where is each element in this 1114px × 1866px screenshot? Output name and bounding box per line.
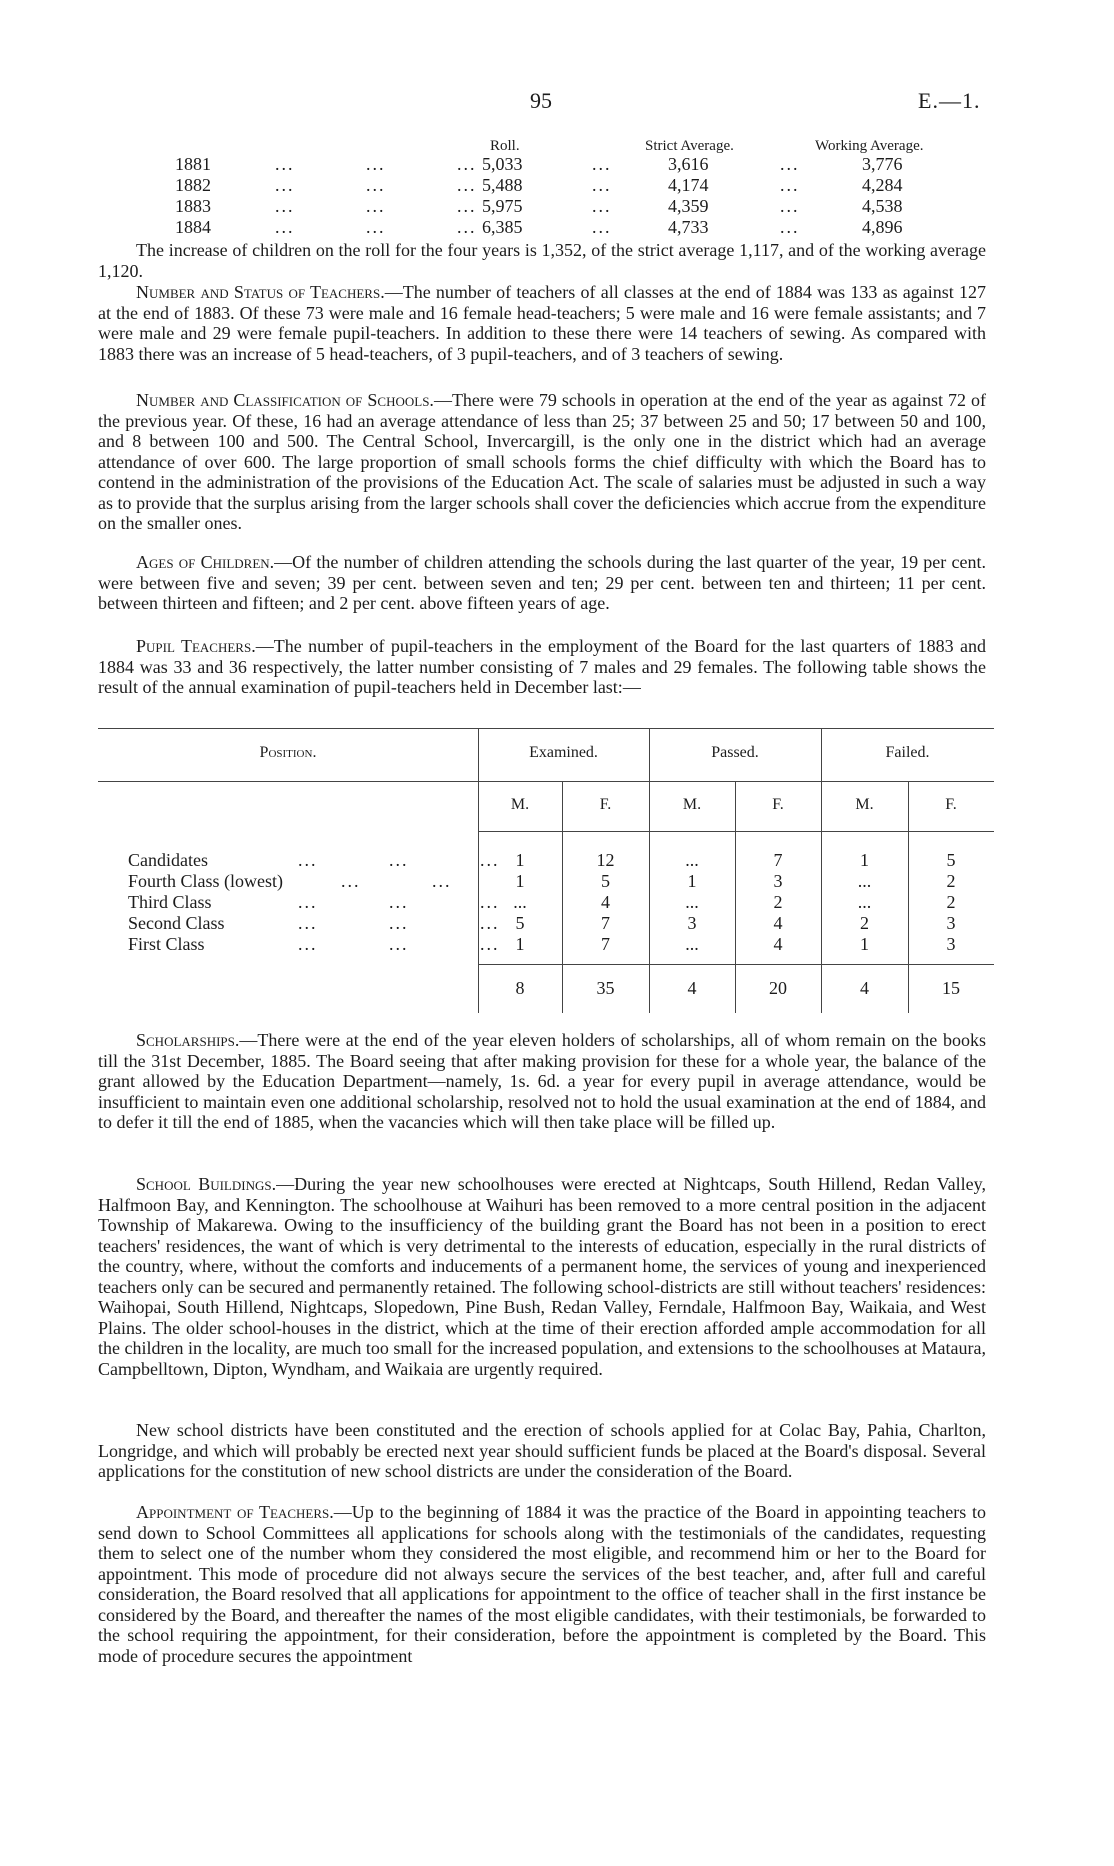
rule xyxy=(98,728,994,729)
section-heading: Scholarships. xyxy=(136,1030,240,1050)
leader: ... ... ... xyxy=(275,175,477,195)
col-working-average: Working Average. xyxy=(815,138,924,154)
roll: 5,033 xyxy=(482,154,523,174)
leader: ... xyxy=(592,217,612,237)
working-average: 4,538 xyxy=(862,196,903,216)
header-f: F. xyxy=(945,796,957,813)
year: 1882 xyxy=(175,175,211,195)
paragraph-schools: Number and Classification of Schools.—There were 79 schools in operation at the end of the year as against 72 of the previous year. Of these, 16 had an average attendance of less than 25; 37 between 25 and 50; 17 between 50 and 100, and 8 between 100 and 500. The Central School, Invercargill, is the only one in the district which had an average attendance of over 600. The large proportion of small schools forms the chief difficulty with which the Board has to contend in the administration of the provisions of the Education Act. The scale of salaries must be adjusted in such a way as to provide that the surplus arising from the larger schools shall cover the deficiencies which accrue from the expenditure on the smaller ones. xyxy=(98,390,986,533)
leader: ... xyxy=(780,196,800,216)
header-m: M. xyxy=(682,796,702,813)
year: 1881 xyxy=(175,154,211,174)
header-passed: Passed. xyxy=(711,744,759,761)
header-m: M. xyxy=(855,796,874,813)
rule xyxy=(478,964,994,965)
header-m: M. xyxy=(510,796,530,813)
header-position: Position. xyxy=(259,744,317,761)
leader: ... xyxy=(592,196,612,216)
section-heading: Pupil Teachers. xyxy=(136,636,256,656)
col-strict-average: Strict Average. xyxy=(645,138,734,154)
paragraph-appointment: Appointment of Teachers.—Up to the beginning of 1884 it was the practice of the Board in appointing teachers to send down to School Committees all applications for schools along with the testimonials of the candidates, requesting them to select one of the number whom they considered the most eligible, and recommend him or her to the Board for appointment. This mode of procedure did not always secure the services of the best teacher, and, after full and careful consideration, the Board resolved that all applications for appointment to the office of teacher shall in the first instance be considered by the Board, and thereafter the names of the most eligible candidates, with their testimonials, be forwarded to the school requiring the appointment, for their consideration, before the appointment is completed by the Board. This mode of procedure secures the appointment xyxy=(98,1502,986,1666)
working-average: 4,896 xyxy=(862,217,903,237)
strict-average: 4,733 xyxy=(668,217,709,237)
section-heading: Number and Status of Teachers. xyxy=(136,282,385,302)
leader: ... xyxy=(592,154,612,174)
working-average: 4,284 xyxy=(862,175,903,195)
working-average: 3,776 xyxy=(862,154,903,174)
section-heading: Appointment of Teachers. xyxy=(136,1502,334,1522)
section-heading: School Buildings. xyxy=(136,1174,277,1194)
paragraph-scholarships: Scholarships.—There were at the end of the year eleven holders of scholarships, all of whom remain on the books till the 31st December, 1885. The Board seeing that after making provision for these for a whole year, the balance of the grant allowed by the Education Department—namely, 1s. 6d. a year for every pupil in average attendance, would be insufficient to maintain even one additional scholarship, resolved not to hold the usual examination at the end of 1884, and to defer it till the end of 1885, when the vacancies which will then take place will be filled up. xyxy=(98,1030,986,1132)
header-failed: Failed. xyxy=(885,744,930,761)
leader: ... ... ... xyxy=(275,154,477,174)
rule xyxy=(478,831,994,832)
strict-average: 4,359 xyxy=(668,196,709,216)
roll: 6,385 xyxy=(482,217,523,237)
pupil-teacher-exam-table: Position. Examined. Passed. Failed. M. F. M. F. M. F. Candidates ... ... ... 1 12 ... 7 1 5 Fourth Class (lowest) ... ... 1 5 1 3 ... 2 Third Class ... ... ... ... 4 ... 2 ... 2 Second Class ... ... ... 5 7 3 4 2 3 First Class ... ... ... 1 7 ... 4 1 3 8 35 4 20 4 15 xyxy=(98,728,994,1018)
leader: ... xyxy=(780,154,800,174)
strict-average: 3,616 xyxy=(668,154,709,174)
strict-average: 4,174 xyxy=(668,175,709,195)
leader: ... xyxy=(780,217,800,237)
leader: ... xyxy=(780,175,800,195)
stats-row xyxy=(0,196,1114,218)
section-heading: Number and Classification of Schools. xyxy=(136,390,434,410)
leader: ... ... ... xyxy=(275,217,477,237)
stats-row xyxy=(0,154,1114,176)
stats-row xyxy=(0,175,1114,197)
section-heading: Ages of Children. xyxy=(136,552,275,572)
year: 1883 xyxy=(175,196,211,216)
paragraph-new-districts: New school districts have been constituted and the erection of schools applied for at Colac Bay, Pahia, Charlton, Longridge, and which will probably be erected next year should sufficient funds be placed at the Board's disposal. Several applications for the constitution of new school districts are under the consideration of the Board. xyxy=(98,1420,986,1481)
paragraph-school-buildings: School Buildings.—During the year new schoolhouses were erected at Nightcaps, South Hillend, Redan Valley, Halfmoon Bay, and Kennington. The schoolhouse at Waihuri has been removed to a more central position in the adjacent Township of Makarewa. Owing to the insufficiency of the building grant the Board has not been in a position to erect teachers' residences, the want of which is very detrimental to the interests of education, especially in the rural districts of the country, where, without the comforts and inducements of a permanent home, the services of young and inexperienced teachers only can be secured and permanently retained. The following school-districts are still without teachers' residences: Waihopai, South Hillend, Nightcaps, Slopedown, Pine Bush, Redan Valley, Ferndale, Halfmoon Bay, Waikaia, and West Plains. The older school-houses in the district, which at the time of their erection afforded ample accommodation for all the children in the locality, are much too small for the increased population, and extensions to the schoolhouses at Mataura, Campbelltown, Dipton, Wyndham, and Waikaia are urgently required. xyxy=(98,1174,986,1379)
header-f: F. xyxy=(599,796,612,813)
roll: 5,488 xyxy=(482,175,523,195)
paragraph-teachers: Number and Status of Teachers.—The number of teachers of all classes at the end of 1884 was 133 as against 127 at the end of 1883. Of these 73 were male and 16 female head-teachers; 5 were male and 16 were female assistants; and 7 were male and 29 were female pupil-teachers. In addition to these there were 14 teachers of sewing. As compared with 1883 there was an increase of 5 head-teachers, of 3 pupil-teachers, and of 3 teachers of sewing. xyxy=(98,282,986,364)
year: 1884 xyxy=(175,217,211,237)
page-number: 95 xyxy=(530,88,552,113)
document-code: E.—1. xyxy=(918,88,981,113)
paragraph-increase: The increase of children on the roll for the four years is 1,352, of the strict average 1,117, and of the working average 1,120. xyxy=(98,240,986,281)
leader: ... xyxy=(592,175,612,195)
paragraph-pupil-teachers: Pupil Teachers.—The number of pupil-teachers in the employment of the Board for the last quarters of 1883 and 1884 was 33 and 36 respectively, the latter number consisting of 7 males and 29 females. The following table shows the result of the annual examination of pupil-teachers held in December last:— xyxy=(98,636,986,697)
col-roll: Roll. xyxy=(490,138,520,154)
rule xyxy=(98,781,994,782)
header-examined: Examined. xyxy=(529,744,598,761)
header-f: F. xyxy=(772,796,784,813)
paragraph-ages: Ages of Children.—Of the number of children attending the schools during the last quarter of the year, 19 per cent. were between five and seven; 39 per cent. between seven and ten; 29 per cent. between ten and thirteen; 11 per cent. between thirteen and fifteen; and 2 per cent. above fifteen years of age. xyxy=(98,552,986,613)
leader: ... ... ... xyxy=(275,196,477,216)
stats-row xyxy=(0,217,1114,239)
roll: 5,975 xyxy=(482,196,523,216)
